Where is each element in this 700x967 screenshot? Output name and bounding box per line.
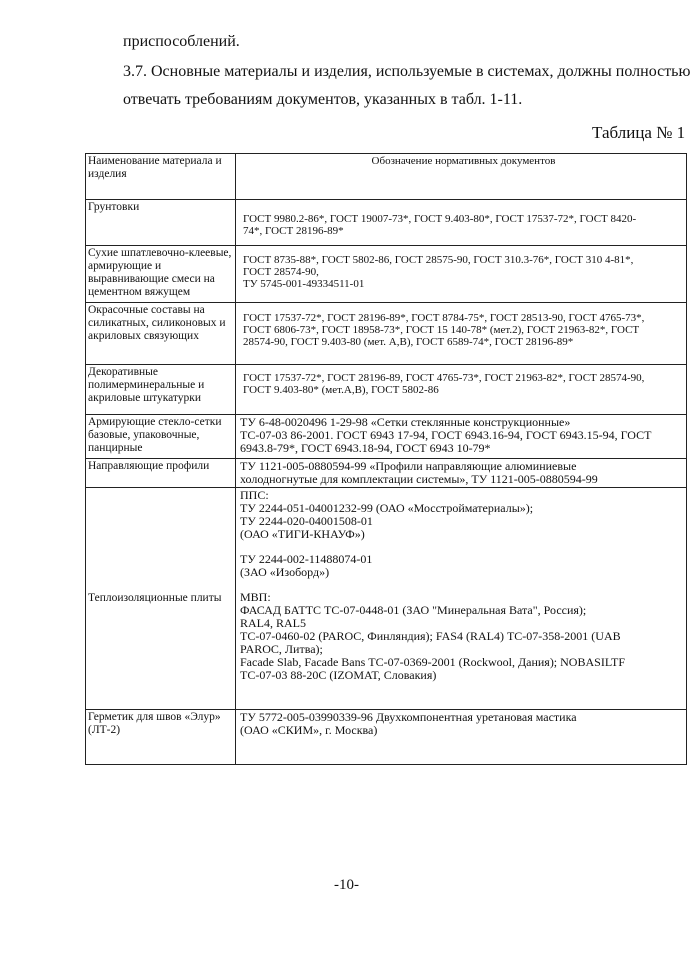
table-caption: Таблица № 1 <box>592 123 686 142</box>
row-name: Направляющие профили <box>86 459 236 488</box>
doc-line: RAL4, RAL5 <box>240 616 306 630</box>
intro-text: приспособлений. <box>123 33 240 50</box>
table-row <box>86 246 687 303</box>
doc-line: ГОСТ 8735-88*, ГОСТ 5802-86, ГОСТ 28575-90, ГОСТ 310.3-76*, ГОСТ 310 4-81*, <box>243 254 634 266</box>
doc-line: ТУ 5745-001-49334511-01 <box>243 278 365 290</box>
doc-line: ТС-07-03 86-2001. ГОСТ 6943 17-94, ГОСТ 6943.16-94, ГОСТ 6943.15-94, ГОСТ <box>240 428 652 442</box>
row-name: Герметик для швов «Элур» (ЛТ-2) <box>86 710 236 765</box>
doc-line: (ОАО «ТИГИ-КНАУФ») <box>240 527 365 541</box>
table-row <box>86 200 687 246</box>
table-row <box>86 365 687 415</box>
table-row <box>86 303 687 365</box>
doc-line: (ОАО «СКИМ», г. Москва) <box>240 723 378 737</box>
doc-line: 6943.8-79*, ГОСТ 6943.18-94, ГОСТ 6943 10-79* <box>240 441 491 455</box>
doc-line: холодногнутые для комплектации системы», ТУ 1121-005-0880594-99 <box>240 472 598 486</box>
header-material-name: Наименование материала и изделия <box>86 154 236 200</box>
row-docs <box>236 200 687 246</box>
paragraph-3-7-line-1: 3.7. Основные материалы и изделия, используемые в системах, должны полностью <box>123 63 691 80</box>
doc-line: ТС-07-0460-02 (PAROC, Финляндия); FAS4 (RAL4) ТС-07-358-2001 (UAB <box>240 629 621 643</box>
row-docs <box>236 459 687 488</box>
doc-line: МВП: <box>240 590 271 604</box>
row-name: Армирующие стекло-сетки базовые, упаковочные, панцирные <box>86 415 236 459</box>
row-docs <box>236 303 687 365</box>
row-name: Декоративные полимерминеральные и акриловые штукатурки <box>86 365 236 415</box>
table-row <box>86 488 687 710</box>
row-name: Теплоизоляционные плиты <box>86 488 236 710</box>
doc-line: ТС-07-03 88-20С (IZOMAT, Словакия) <box>240 668 437 682</box>
doc-line: ТУ 2244-002-11488074-01 <box>240 552 373 566</box>
row-docs <box>236 365 687 415</box>
table-row <box>86 415 687 459</box>
doc-line: 74*, ГОСТ 28196-89* <box>243 225 344 237</box>
row-docs <box>236 710 687 765</box>
doc-line: ТУ 6-48-0020496 1-29-98 «Сетки стеклянные конструкционные» <box>240 415 571 429</box>
doc-line: ГОСТ 17537-72*, ГОСТ 28196-89, ГОСТ 4765-73*, ГОСТ 21963-82*, ГОСТ 28574-90, <box>243 372 645 384</box>
row-name: Окрасочные составы на силикатных, силиконовых и акриловых связующих <box>86 303 236 365</box>
doc-line: ТУ 2244-051-04001232-99 (ОАО «Мосстройматериалы»); <box>240 501 534 515</box>
doc-line: ГОСТ 9.403-80* (мет.А,В), ГОСТ 5802-86 <box>243 384 439 396</box>
table-row <box>86 710 687 765</box>
doc-line: ГОСТ 9980.2-86*, ГОСТ 19007-73*, ГОСТ 9.403-80*, ГОСТ 17537-72*, ГОСТ 8420- <box>243 213 637 225</box>
row-name: Сухие шпатлевочно-клеевые, армирующие и выравнивающие смеси на цементном вяжущем <box>86 246 236 303</box>
doc-line: ППС: <box>240 488 269 502</box>
table-row <box>86 459 687 488</box>
page-number: -10- <box>334 877 359 893</box>
row-docs <box>236 415 687 459</box>
row-docs <box>236 246 687 303</box>
doc-line: 28574-90, ГОСТ 9.403-80 (мет. А,В), ГОСТ 6589-74*, ГОСТ 28196-89* <box>243 336 574 348</box>
header-normative-docs: Обозначение нормативных документов <box>236 154 687 200</box>
doc-line: ТУ 5772-005-03990339-96 Двухкомпонентная уретановая мастика <box>240 710 577 724</box>
doc-line: Facade Slab, Facade Bans ТС-07-0369-2001 (Rockwool, Дания); NOBASILTF <box>240 655 626 669</box>
doc-line: PAROC, Литва); <box>240 642 323 656</box>
doc-line: ГОСТ 17537-72*, ГОСТ 28196-89*, ГОСТ 8784-75*, ГОСТ 28513-90, ГОСТ 4765-73*, <box>243 312 645 324</box>
doc-line: ГОСТ 6806-73*, ГОСТ 18958-73*, ГОСТ 15 140-78* (мет.2), ГОСТ 21963-82*, ГОСТ <box>243 324 640 336</box>
doc-line: ТУ 2244-020-04001508-01 <box>240 514 373 528</box>
doc-line: ГОСТ 28574-90, <box>243 266 319 278</box>
doc-line: (ЗАО «Изоборд») <box>240 565 330 579</box>
normative-documents-table <box>85 153 687 765</box>
doc-line: ТУ 1121-005-0880594-99 «Профили направляющие алюминиевые <box>240 459 577 473</box>
paragraph-3-7-line-2: отвечать требованиям документов, указанных в табл. 1-11. <box>123 91 523 108</box>
row-name: Грунтовки <box>86 200 236 246</box>
table-header-row <box>86 154 687 200</box>
row-docs <box>236 488 687 710</box>
doc-line: ФАСАД БАТТС ТС-07-0448-01 (ЗАО "Минеральная Вата", Россия); <box>240 603 587 617</box>
